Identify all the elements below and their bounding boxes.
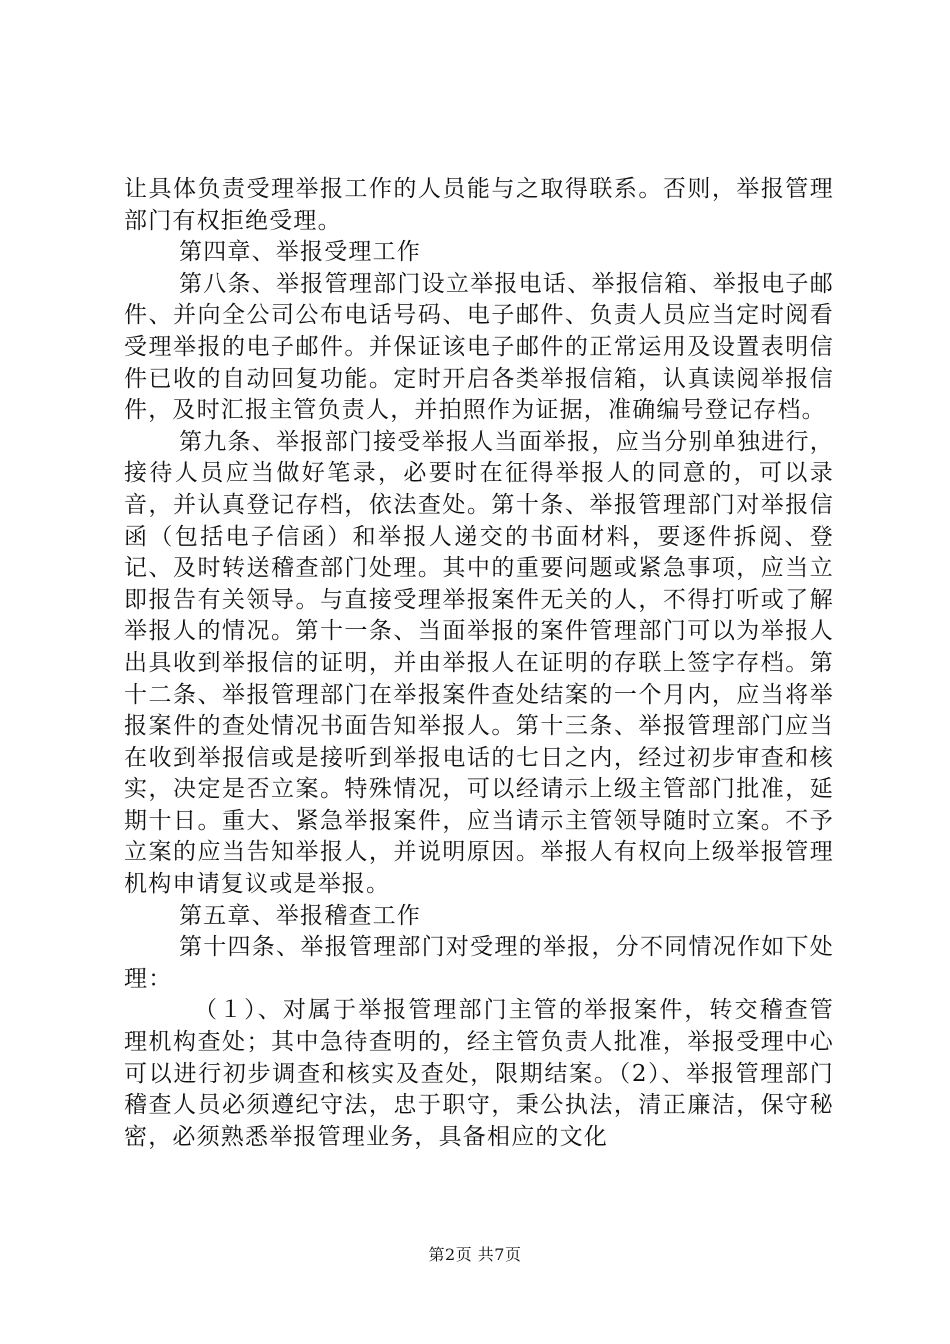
chapter-five-heading: 第五章、举报稽查工作 bbox=[179, 902, 421, 929]
article-fourteen-paragraph: 第十四条、举报管理部门对受理的举报，分不同情况作如下处理： bbox=[124, 934, 834, 992]
article-nine-paragraph: 第九条、举报部门接受举报人当面举报，应当分别单独进行，接待人员应当做好笔录，必要时在征得举报人的同意的，可以录音，并认真登记存档，依法查处。第十条、举报管理部门对举报信函（包括电子信函）和举报人递交的书面材料，要逐件拆阅、登记、及时转送稽查部门处理。其中的重要问题或紧急事项，应当立即报告有关领导。与直接受理举报案件无关的人，不得打听或了解举报人的情况。第十一条、当面举报的案件管理部门可以为举报人出具收到举报信的证明，并由举报人在证明的存联上签字存档。第十二条、举报管理部门在举报案件查处结案的一个月内，应当将举报案件的查处情况书面告知举报人。第十三条、举报管理部门应当在收到举报信或是接听到举报电话的七日之内，经过初步审查和核实，决定是否立案。特殊情况，可以经请示上级主管部门批准，延期十日。重大、紧急举报案件，应当请示主管领导随时立案。不予立案的应当告知举报人，并说明原因。举报人有权向上级举报管理机构申请复议或是举报。 bbox=[124, 428, 834, 898]
article-eight-paragraph: 第八条、举报管理部门设立举报电话、举报信箱、举报电子邮件、并向全公司公布电话号码、电子邮件、负责人员应当定时阅看受理举报的电子邮件。并保证该电子邮件的正常运用及设置表明信件已收的自动回复功能。定时开启各类举报信箱，认真读阅举报信件，及时汇报主管负责人，并拍照作为证据，准确编号登记存档。 bbox=[124, 270, 834, 424]
chapter-four-heading: 第四章、举报受理工作 bbox=[179, 239, 421, 266]
paragraph-continuation: 让具体负责受理举报工作的人员能与之取得联系。否则，举报管理部门有权拒绝受理。 bbox=[124, 176, 834, 234]
clause-one-paragraph: （１）、对属于举报管理部门主管的举报案件，转交稽查管理机构查处；其中急待查明的，经主管负责人批准，举报受理中心可以进行初步调查和核实及查处，限期结案。（2）、举报管理部门稽查人员必须遵纪守法，忠于职守，秉公执法，清正廉洁，保守秘密，必须熟悉举报管理业务，具备相应的文化 bbox=[124, 997, 834, 1150]
document-body bbox=[124, 174, 834, 1153]
page-number-footer: 第2页 共7页 bbox=[428, 1245, 522, 1264]
